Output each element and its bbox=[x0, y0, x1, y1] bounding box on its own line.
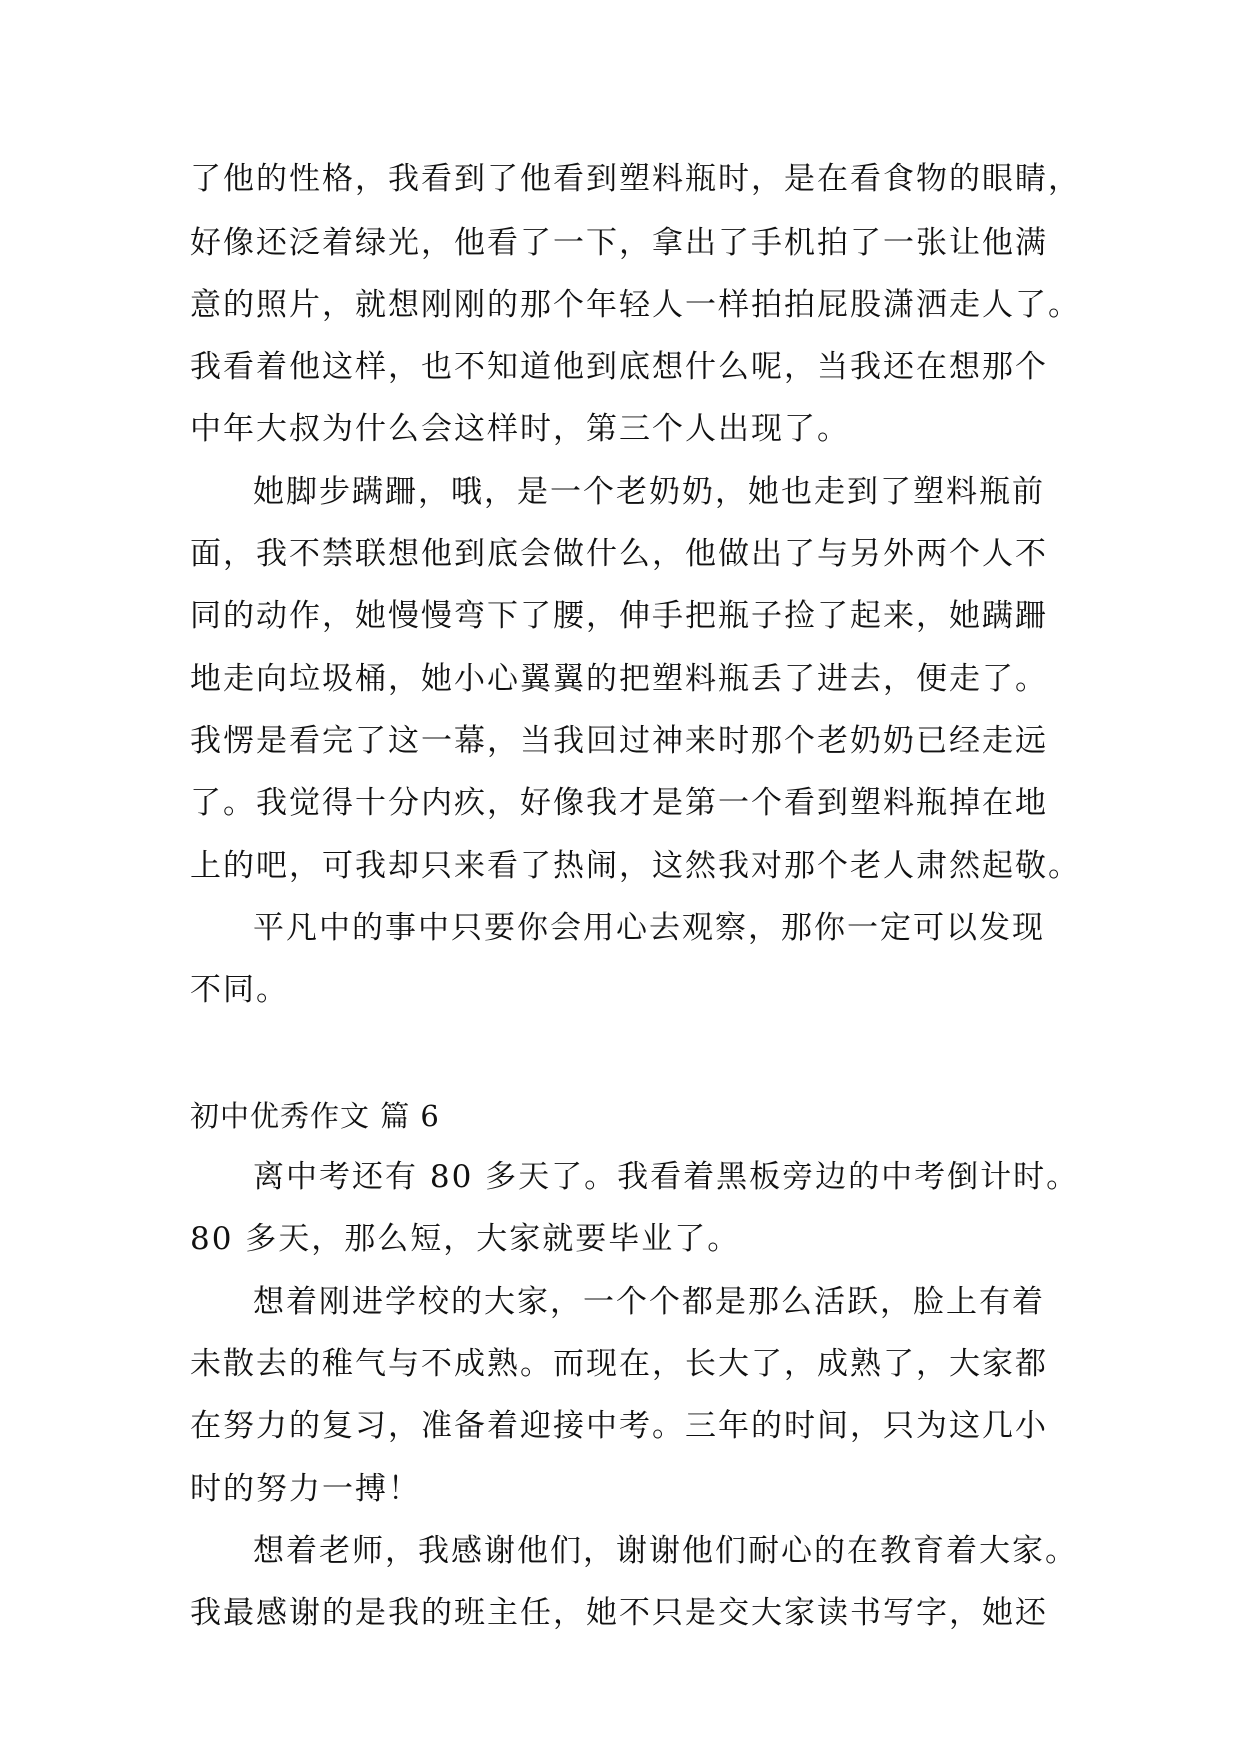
text-line: 时的努力一搏！ bbox=[190, 1471, 421, 1507]
text-line: 我愣是看完了这一幕，当我回过神来时那个老奶奶已经走远 bbox=[190, 723, 1048, 759]
text-line: 中年大叔为什么会这样时，第三个人出现了。 bbox=[190, 411, 850, 447]
text-line: 我看着他这样，也不知道他到底想什么呢，当我还在想那个 bbox=[190, 349, 1048, 385]
text-line: 地走向垃圾桶，她小心翼翼的把塑料瓶丢了进去，便走了。 bbox=[190, 661, 1048, 697]
text-line: 了。我觉得十分内疚，好像我才是第一个看到塑料瓶掉在地 bbox=[190, 785, 1048, 821]
text-line: 意的照片，就想刚刚的那个年轻人一样拍拍屁股潇洒走人了。 bbox=[190, 287, 1081, 323]
text-line: 上的吧，可我却只来看了热闹，这然我对那个老人肃然起敬。 bbox=[190, 848, 1081, 884]
text-line: 想着刚进学校的大家，一个个都是那么活跃，脸上有着 bbox=[253, 1284, 1045, 1320]
text-line: 同的动作，她慢慢弯下了腰，伸手把瓶子捡了起来，她蹒跚 bbox=[190, 598, 1048, 634]
text-line: 不同。 bbox=[190, 972, 289, 1008]
text-line: 离中考还有 80 多天了。我看着黑板旁边的中考倒计时。 bbox=[253, 1159, 1080, 1195]
text-line: 好像还泛着绿光，他看了一下，拿出了手机拍了一张让他满 bbox=[190, 225, 1048, 261]
text-line: 80 多天，那么短，大家就要毕业了。 bbox=[190, 1221, 741, 1257]
text-line: 我最感谢的是我的班主任，她不只是交大家读书写字，她还 bbox=[190, 1595, 1048, 1631]
text-line: 想着老师，我感谢他们，谢谢他们耐心的在教育着大家。 bbox=[253, 1533, 1078, 1569]
text-line: 她脚步蹒跚，哦，是一个老奶奶，她也走到了塑料瓶前 bbox=[253, 474, 1045, 510]
text-line: 面，我不禁联想他到底会做什么，他做出了与另外两个人不 bbox=[190, 536, 1048, 572]
text-line: 了他的性格，我看到了他看到塑料瓶时，是在看食物的眼睛， bbox=[190, 161, 1081, 197]
text-line: 未散去的稚气与不成熟。而现在，长大了，成熟了，大家都 bbox=[190, 1346, 1048, 1382]
section-heading: 初中优秀作文 篇 6 bbox=[190, 1099, 440, 1133]
text-line: 平凡中的事中只要你会用心去观察，那你一定可以发现 bbox=[253, 910, 1045, 946]
text-line: 在努力的复习，准备着迎接中考。三年的时间，只为这几小 bbox=[190, 1408, 1048, 1444]
